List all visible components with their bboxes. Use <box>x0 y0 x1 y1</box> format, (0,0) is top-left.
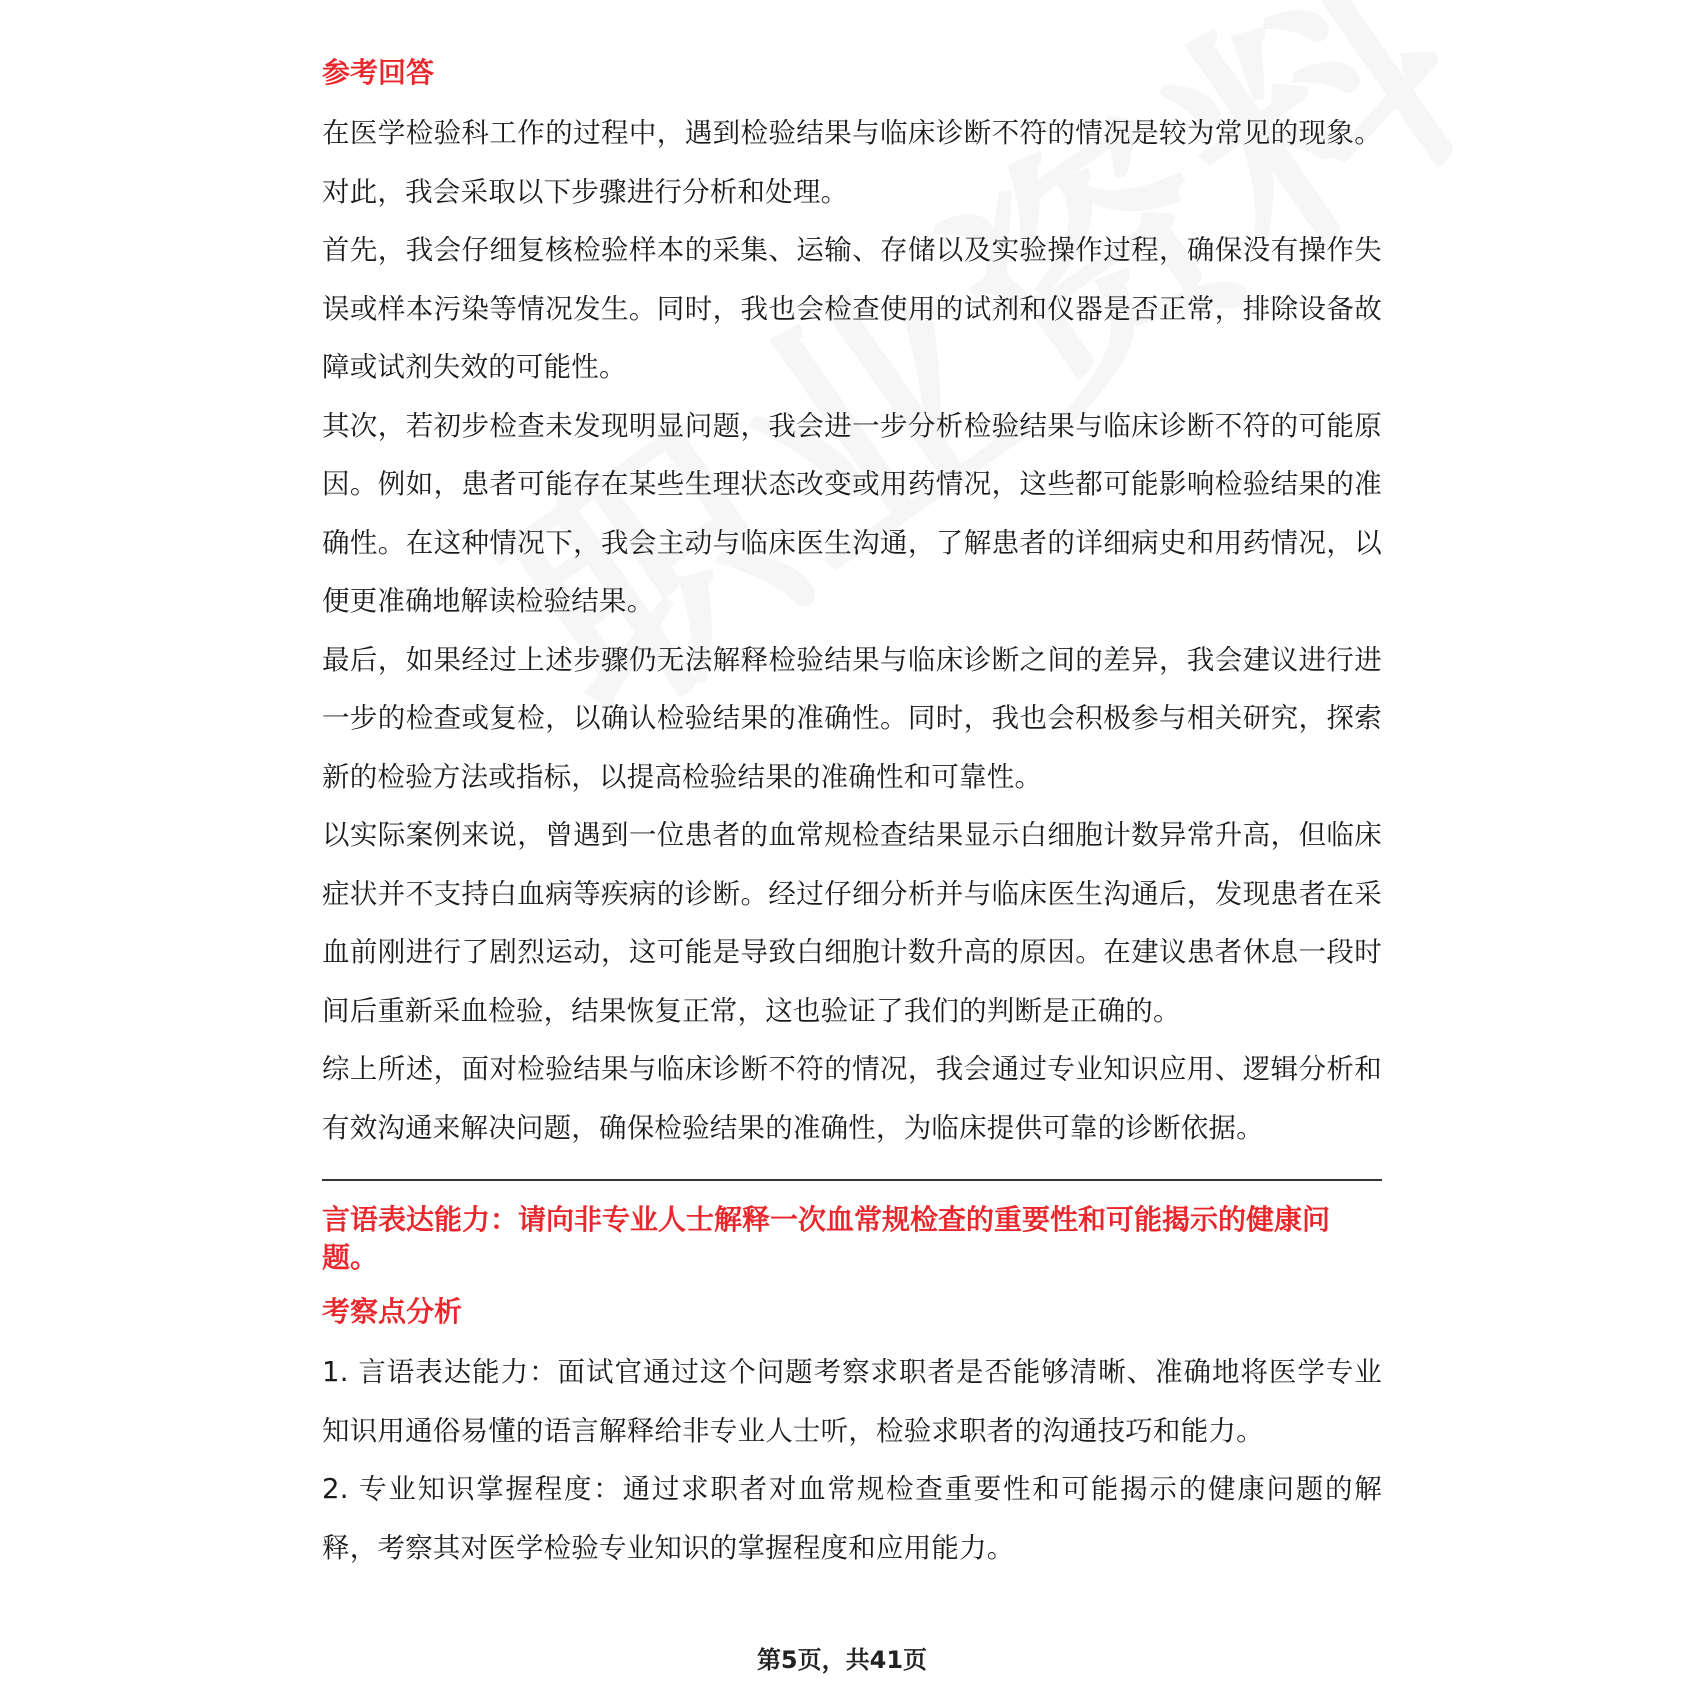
page-content <box>322 50 1382 1577</box>
answer-heading: 参考回答 <box>322 56 435 89</box>
page-number: 第5页，共41页 <box>756 1646 928 1674</box>
answer-paragraph-4: 最后，如果经过上述步骤仍无法解释检验结果与临床诊断之间的差异，我会建议进行进一步的检查或复检，以确认检验结果的准确性。同时，我也会积极参与相关研究，探索新的检验方法或指标，以提高检验结果的准确性和可靠性。 <box>322 643 1382 793</box>
question-title: 言语表达能力：请向非专业人士解释一次血常规检查的重要性和可能揭示的健康问题。 <box>322 1203 1331 1274</box>
answer-paragraph-6: 综上所述，面对检验结果与临床诊断不符的情况，我会通过专业知识应用、逻辑分析和有效沟通来解决问题，确保检验结果的准确性，为临床提供可靠的诊断依据。 <box>322 1053 1382 1144</box>
analysis-item-2: 2. 专业知识掌握程度：通过求职者对血常规检查重要性和可能揭示的健康问题的解释，考察其对医学检验专业知识的掌握程度和应用能力。 <box>322 1473 1382 1564</box>
answer-paragraph-5: 以实际案例来说，曾遇到一位患者的血常规检查结果显示白细胞计数异常升高，但临床症状并不支持白血病等疾病的诊断。经过仔细分析并与临床医生沟通后，发现患者在采血前刚进行了剧烈运动，这可能是导致白细胞计数升高的原因。在建议患者休息一段时间后重新采血检验，结果恢复正常，这也验证了我们的判断是正确的。 <box>322 819 1382 1027</box>
analysis-heading: 考察点分析 <box>322 1295 463 1328</box>
analysis-item-1: 1. 言语表达能力：面试官通过这个问题考察求职者是否能够清晰、准确地将医学专业知识用通俗易懂的语言解释给非专业人士听，检验求职者的沟通技巧和能力。 <box>322 1356 1382 1447</box>
answer-paragraph-3: 其次，若初步检查未发现明显问题，我会进一步分析检验结果与临床诊断不符的可能原因。例如，患者可能存在某些生理状态改变或用药情况，这些都可能影响检验结果的准确性。在这种情况下，我会主动与临床医生沟通，了解患者的详细病史和用药情况，以便更准确地解读检验结果。 <box>322 409 1382 617</box>
answer-paragraph-1: 在医学检验科工作的过程中，遇到检验结果与临床诊断不符的情况是较为常见的现象。对此，我会采取以下步骤进行分析和处理。 <box>322 117 1382 208</box>
answer-paragraph-2: 首先，我会仔细复核检验样本的采集、运输、存储以及实验操作过程，确保没有操作失误或样本污染等情况发生。同时，我也会检查使用的试剂和仪器是否正常，排除设备故障或试剂失效的可能性。 <box>322 234 1382 383</box>
section-divider <box>322 1179 1382 1181</box>
